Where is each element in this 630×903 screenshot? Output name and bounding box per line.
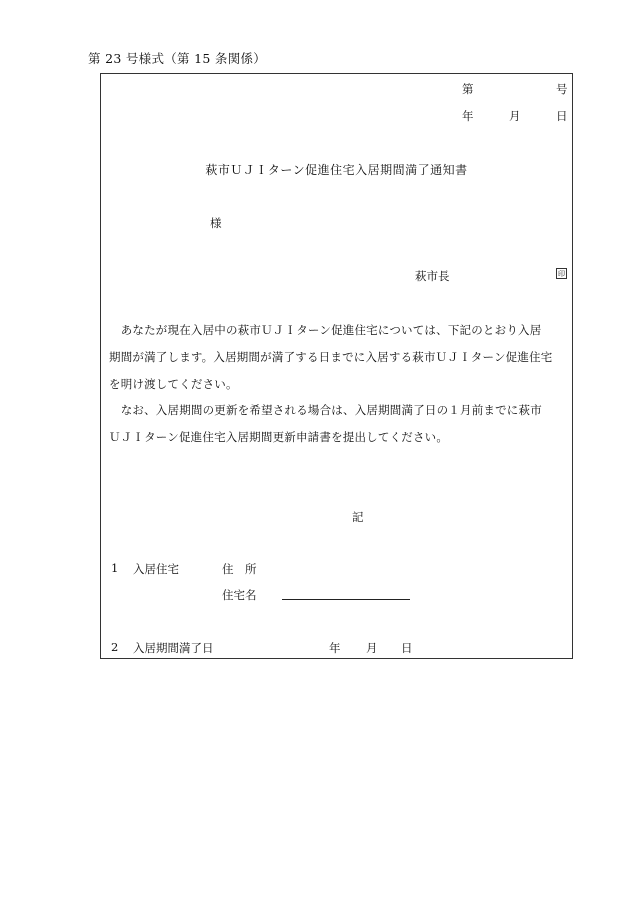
expiry-month: 月	[366, 641, 378, 655]
expiry-year: 年	[329, 641, 341, 655]
body-line-3: を明け渡してください。	[109, 377, 238, 391]
item1-label: 入居住宅	[133, 562, 179, 576]
body-line-1: あなたが現在入居中の萩市ＵＪＩターン促進住宅については、下記のとおり入居	[109, 323, 542, 337]
address-label: 住 所	[222, 562, 257, 576]
document-title: 萩市ＵＪＩターン促進住宅入居期間満了通知書	[205, 163, 468, 177]
header-go: 号	[556, 82, 568, 96]
sender-name: 萩市長	[415, 269, 450, 283]
header-year: 年	[462, 109, 474, 123]
item1-number: 1	[111, 561, 119, 575]
addressee-honorific: 様	[210, 216, 222, 230]
body-line-2: 期間が満了します。入居期間が満了する日までに入居する萩市ＵＪＩターン促進住宅	[109, 350, 553, 364]
header-dai: 第	[462, 82, 474, 96]
ki-heading: 記	[352, 510, 364, 524]
body-line-5: ＵＪＩターン促進住宅入居期間更新申請書を提出してください。	[109, 430, 449, 444]
header-day: 日	[556, 109, 568, 123]
item2-label: 入居期間満了日	[133, 641, 214, 655]
house-name-underline	[282, 599, 410, 600]
seal-mark: 印	[558, 270, 565, 278]
house-name-label: 住宅名	[222, 588, 257, 602]
body-line-4: なお、入居期間の更新を希望される場合は、入居期間満了日の１月前までに萩市	[109, 403, 542, 417]
form-number-label: 第 23 号様式（第 15 条関係）	[88, 51, 267, 66]
expiry-day: 日	[401, 641, 413, 655]
header-month: 月	[509, 109, 521, 123]
item2-number: 2	[111, 640, 119, 654]
